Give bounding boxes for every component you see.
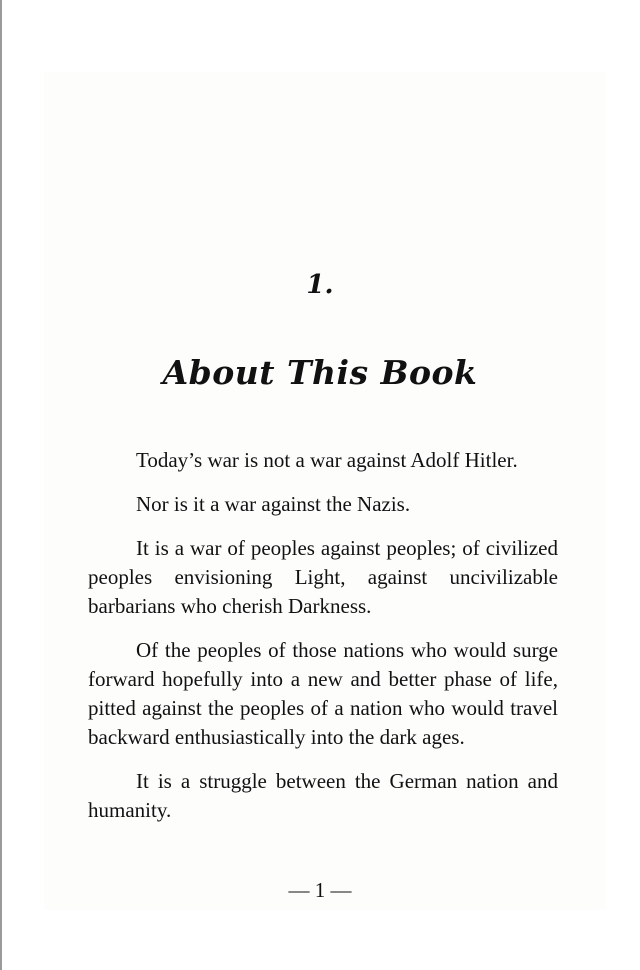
page-edge-rule <box>0 0 2 970</box>
chapter-number: 1. <box>306 270 334 300</box>
chapter-body <box>88 446 558 840</box>
paragraph-5: It is a struggle between the German nation and humanity. <box>88 769 558 822</box>
paragraph-4: Of the peoples of those nations who would surge forward hopefully into a new and better phase of life, pitted against the peoples of a nation who would travel backward enthusiastically into the dark ages. <box>88 638 558 749</box>
paragraph-2: Nor is it a war against the Nazis. <box>136 492 411 516</box>
paragraph-1: Today’s war is not a war against Adolf Hitler. <box>136 448 518 472</box>
paragraph-3: It is a war of peoples against peoples; of civilized peoples envisioning Light, against uncivilizable barbarians who cherish Darkness. <box>88 536 558 618</box>
page-number: — 1 — <box>288 878 352 902</box>
chapter-title: About This Book <box>162 353 478 392</box>
